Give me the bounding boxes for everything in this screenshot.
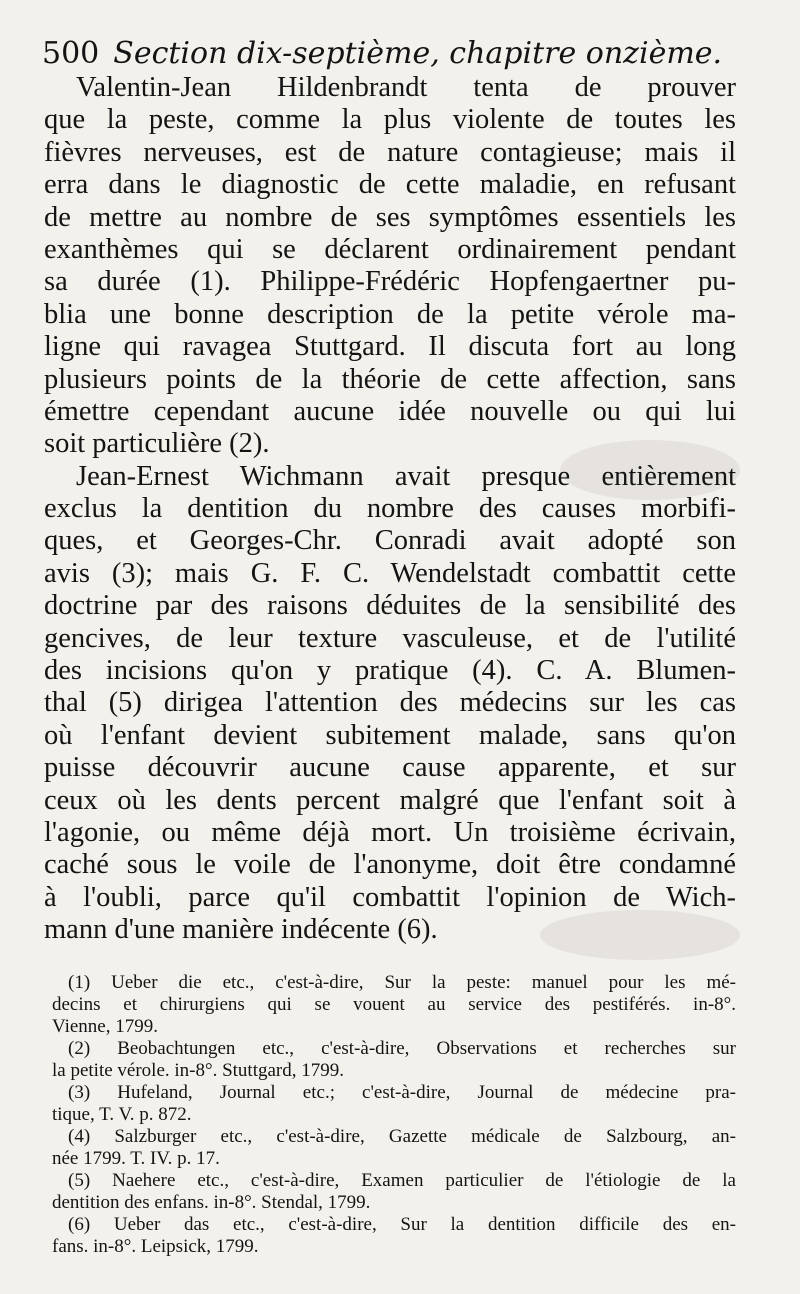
text-line: où l'enfant devient subitement malade, sans qu'on bbox=[44, 719, 736, 751]
text-line: de mettre au nombre de ses symptômes essentiels les bbox=[44, 201, 736, 233]
text-line: l'agonie, ou même déjà mort. Un troisième écrivain, bbox=[44, 816, 736, 848]
footnote-line: (6) Ueber das etc., c'est-à-dire, Sur la dentition difficile des en- bbox=[68, 1214, 736, 1235]
text-line: soit particulière (2). bbox=[44, 428, 270, 460]
text-line: exclus la dentition du nombre des causes morbifi- bbox=[44, 493, 736, 525]
text-line: avis (3); mais G. F. C. Wendelstadt combattit cette bbox=[44, 557, 736, 589]
text-line: ligne qui ravagea Stuttgard. Il discuta fort au long bbox=[44, 331, 736, 363]
footnote-line: (5) Naehere etc., c'est-à-dire, Examen particulier de l'étiologie de la bbox=[68, 1170, 736, 1191]
text-line: mann d'une manière indécente (6). bbox=[44, 914, 438, 946]
footnote-line: (1) Ueber die etc., c'est-à-dire, Sur la peste: manuel pour les mé- bbox=[68, 972, 736, 993]
footnote-line: dentition des enfans. in-8°. Stendal, 1799. bbox=[52, 1192, 371, 1213]
text-line: fièvres nerveuses, est de nature contagieuse; mais il bbox=[44, 136, 736, 168]
text-line: Valentin-Jean Hildenbrandt tenta de prouver bbox=[76, 72, 736, 103]
footnote-line: (4) Salzburger etc., c'est-à-dire, Gazette médicale de Salzbourg, an- bbox=[68, 1126, 736, 1147]
footnote-line: fans. in-8°. Leipsick, 1799. bbox=[52, 1236, 259, 1257]
footnote-line: Vienne, 1799. bbox=[52, 1016, 158, 1037]
running-title: Section dix-septième, chapitre onzième. bbox=[113, 36, 723, 71]
footnotes bbox=[52, 972, 736, 1258]
text-line: des incisions qu'on y pratique (4). C. A. Blumen- bbox=[44, 655, 736, 687]
page-number: 500 bbox=[42, 36, 100, 71]
text-line: doctrine par des raisons déduites de la sensibilité des bbox=[44, 590, 736, 622]
text-line: gencives, de leur texture vasculeuse, et de l'utilité bbox=[44, 622, 736, 654]
text-line: que la peste, comme la plus violente de toutes les bbox=[44, 104, 736, 136]
footnote-line: la petite vérole. in-8°. Stuttgard, 1799. bbox=[52, 1060, 345, 1081]
text-line: émettre cependant aucune idée nouvelle ou qui lui bbox=[44, 395, 736, 427]
text-line: thal (5) dirigea l'attention des médecins sur les cas bbox=[44, 687, 736, 719]
footnote-line: née 1799. T. IV. p. 17. bbox=[52, 1148, 220, 1169]
text-line: caché sous le voile de l'anonyme, doit être condamné bbox=[44, 849, 736, 881]
text-line: Jean-Ernest Wichmann avait presque entièrement bbox=[76, 460, 736, 492]
text-line: erra dans le diagnostic de cette maladie, en refusant bbox=[44, 169, 736, 201]
text-line: exanthèmes qui se déclarent ordinairement pendant bbox=[44, 233, 736, 265]
page-header bbox=[42, 36, 742, 74]
footnote-line: tique, T. V. p. 872. bbox=[52, 1104, 192, 1125]
text-line: plusieurs points de la théorie de cette affection, sans bbox=[44, 363, 736, 395]
text-line: blia une bonne description de la petite vérole ma- bbox=[44, 298, 736, 330]
footnote-line: (3) Hufeland, Journal etc.; c'est-à-dire, Journal de médecine pra- bbox=[68, 1082, 736, 1103]
main-text bbox=[44, 72, 736, 947]
text-line: ceux où les dents percent malgré que l'enfant soit à bbox=[44, 784, 736, 816]
footnote-line: (2) Beobachtungen etc., c'est-à-dire, Observations et recherches sur bbox=[68, 1038, 736, 1059]
text-line: sa durée (1). Philippe-Frédéric Hopfengaertner pu- bbox=[44, 266, 736, 298]
text-line: puisse découvrir aucune cause apparente, et sur bbox=[44, 752, 736, 784]
footnote-line: decins et chirurgiens qui se vouent au service des pestiférés. in-8°. bbox=[52, 994, 736, 1015]
text-line: ques, et Georges-Chr. Conradi avait adopté son bbox=[44, 525, 736, 557]
text-line: à l'oubli, parce qu'il combattit l'opinion de Wich- bbox=[44, 881, 736, 913]
